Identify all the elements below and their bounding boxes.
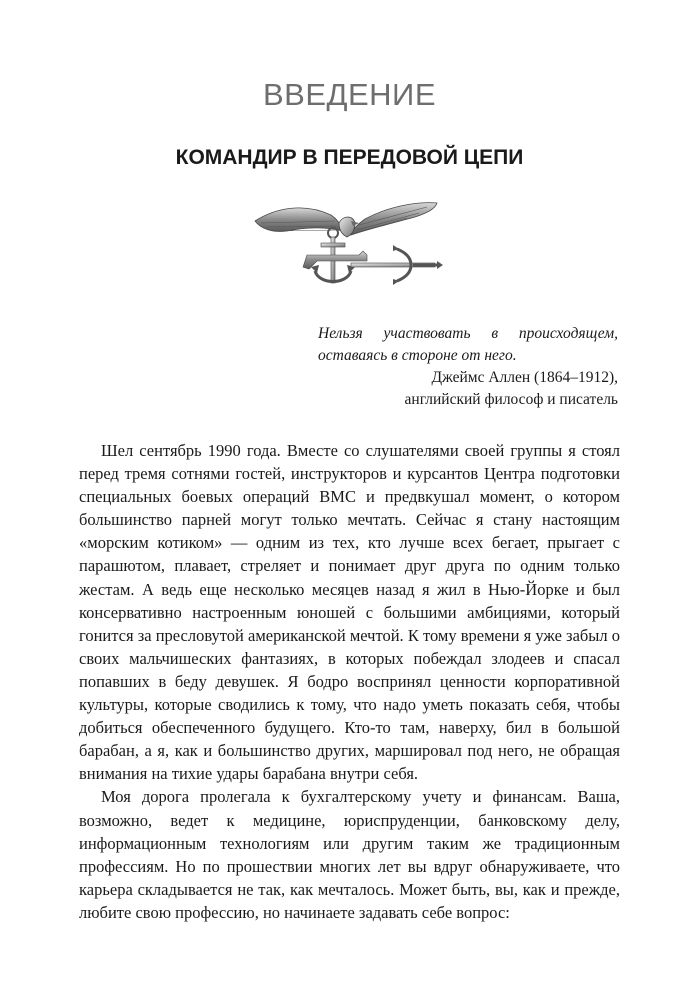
- epigraph-author-description: английский философ и писатель: [404, 391, 618, 408]
- epigraph-author: Джеймс Аллен (1864–1912),: [431, 369, 618, 386]
- paragraph: Шел сентябрь 1990 года. Вместе со слушателями своей группы я стоял перед тремя сотнями гостей, инструкторов и курсантов Центра подготовки специальных боевых операций ВМС и предвкушал момент, о котором большинство парней могут только мечтать. Сейчас я стану настоящим «морским котиком» — одним из тех, кто лучше всех бегает, прыгает с парашютом, плавает, стреляет и понимает друг друга по одним только жестам. А ведь еще несколько месяцев назад я жил в Нью-Йорке и был консервативно настроенным юношей с большими амбициями, который гонится за пресловутой американской мечтой. К тому времени я уже забыл о своих мальчишеских фантазиях, в которых побеждал злодеев и спасал попавших в беду девушек. Я бодро воспринял ценности корпоративной культуры, которые сводились к тому, что надо уметь показать себя, чтобы добиться обеспеченного будущего. Кто-то там, наверху, бил в большой барабан, а я, как и большинство других, маршировал под него, не обращая внимания на тихие удары барабана внутри себя.: [79, 441, 620, 784]
- navy-seal-trident-icon: [247, 193, 445, 299]
- chapter-title: ВВЕДЕНИЕ: [262, 77, 437, 112]
- epigraph: [318, 323, 618, 411]
- chapter-subtitle: КОМАНДИР В ПЕРЕДОВОЙ ЦЕПИ: [175, 146, 524, 169]
- body-text: [79, 439, 620, 924]
- epigraph-quote: Нельзя участвовать в происходящем, оставаясь в стороне от него.: [318, 325, 618, 364]
- eagle-wing-right: [351, 203, 437, 235]
- trident-icon: [351, 245, 443, 285]
- paragraph: Моя дорога пролегала к бухгалтерскому учету и финансам. Ваша, возможно, ведет к медицине, юриспруденции, банковскому делу, информационным технологиям или другим таким же традиционным профессиям. Но по прошествии многих лет вы вдруг обнаруживаете, что карьера складывается не так, как мечталось. Может быть, вы, как и прежде, любите свою профессию, но начинаете задавать себе вопрос:: [79, 787, 620, 922]
